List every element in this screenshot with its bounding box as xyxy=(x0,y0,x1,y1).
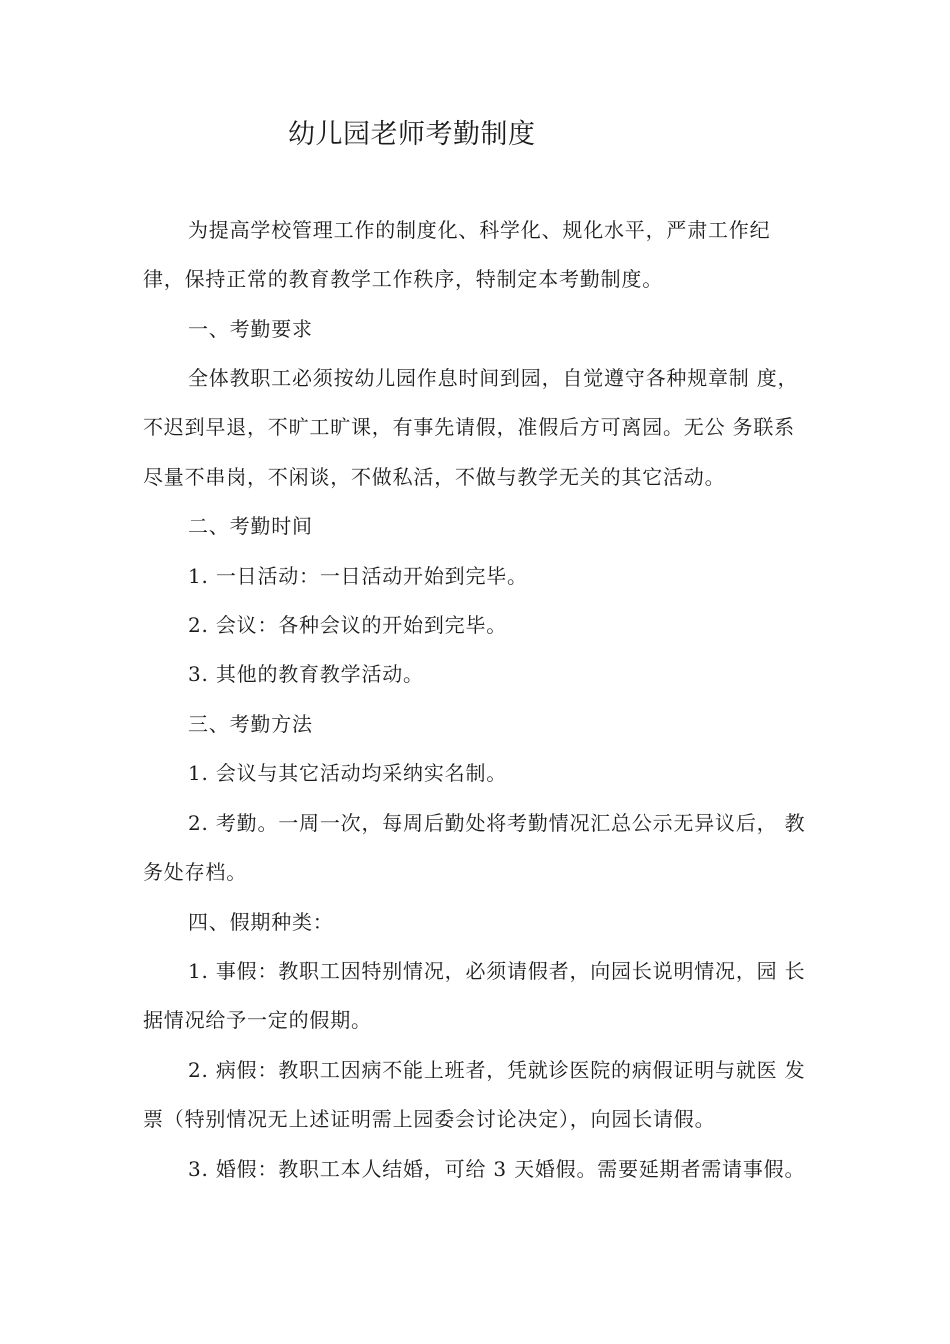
paragraph-line: 据情况给予一定的假期。 xyxy=(143,1008,372,1032)
section-heading: 一、考勤要求 xyxy=(188,317,313,341)
section-heading: 四、假期种类： xyxy=(188,910,334,934)
document-title: 幼儿园老师考勤制度 xyxy=(288,119,536,150)
list-item: 2. 会议：各种会议的开始到完毕。 xyxy=(188,613,508,637)
list-item: 1. 会议与其它活动均采纳实名制。 xyxy=(188,761,508,785)
paragraph-line: 尽量不串岗，不闲谈，不做私活，不做与教学无关的其它活动。 xyxy=(143,465,726,489)
list-item: 1. 事假：教职工因特别情况，必须请假者，向园长说明情况，园 长 xyxy=(188,959,806,983)
paragraph-line: 全体教职工必须按幼儿园作息时间到园，自觉遵守各种规章制 度， xyxy=(188,366,799,390)
paragraph-line: 务处存档。 xyxy=(143,860,247,884)
paragraph-line: 票（特别情况无上述证明需上园委会讨论决定），向园长请假。 xyxy=(143,1107,716,1131)
section-heading: 三、考勤方法 xyxy=(188,712,313,736)
section-heading: 二、考勤时间 xyxy=(188,514,313,538)
list-item: 3. 婚假：教职工本人结婚，可给 3 天婚假。需要延期者需请事假。 xyxy=(188,1157,806,1181)
paragraph-line: 律，保持正常的教育教学工作秩序，特制定本考勤制度。 xyxy=(143,267,663,291)
list-item: 2. 病假：教职工因病不能上班者，凭就诊医院的病假证明与就医 发 xyxy=(188,1058,806,1082)
list-item: 3. 其他的教育教学活动。 xyxy=(188,662,424,686)
paragraph-line: 不迟到早退，不旷工旷课，有事先请假，准假后方可离园。无公 务联系 xyxy=(143,415,795,439)
paragraph-line: 为提高学校管理工作的制度化、科学化、规化水平，严肃工作纪 xyxy=(188,218,771,242)
list-item: 1. 一日活动：一日活动开始到完毕。 xyxy=(188,564,528,588)
list-item: 2. 考勤。一周一次，每周后勤处将考勤情况汇总公示无异议后， 教 xyxy=(188,811,806,835)
